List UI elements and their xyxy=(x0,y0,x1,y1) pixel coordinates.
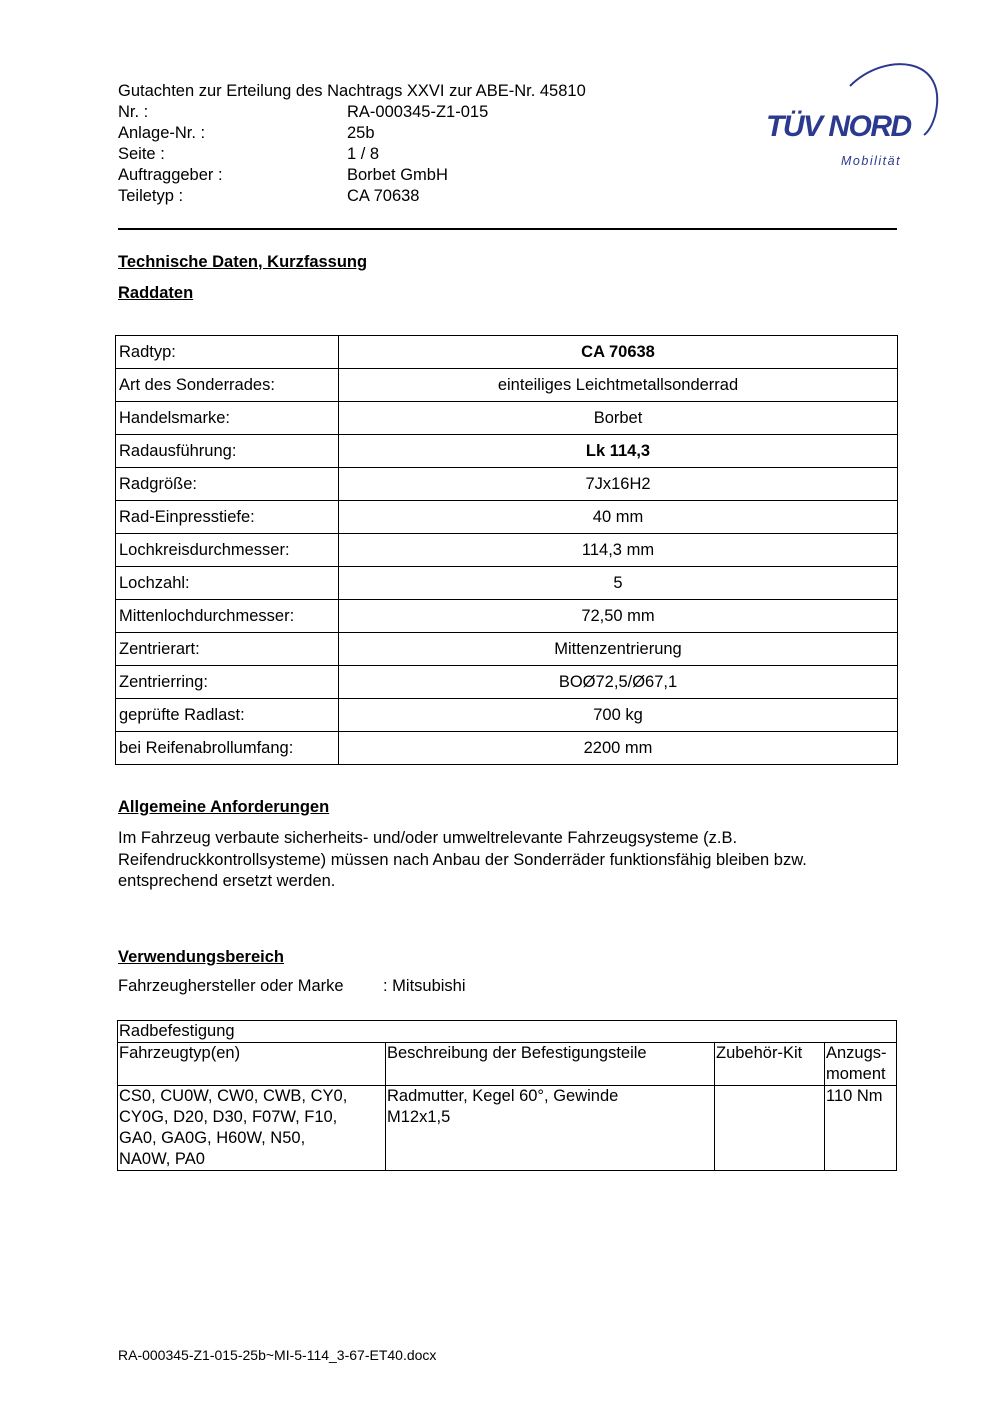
header-torque-line: Anzugs- xyxy=(826,1044,887,1062)
accessory-kit-cell xyxy=(715,1086,825,1171)
manufacturer-line xyxy=(118,977,466,996)
header-value: 25b xyxy=(347,124,375,142)
vehicle-types-line: CY0G, D20, D30, F07W, F10, xyxy=(119,1108,338,1126)
wheel-data-value: CA 70638 xyxy=(339,336,898,369)
wheel-data-body xyxy=(116,336,898,765)
mounting-title-row xyxy=(118,1021,897,1043)
wheel-data-label: Zentrierart: xyxy=(116,633,339,666)
header-value: CA 70638 xyxy=(347,187,420,205)
footer-filename: RA-000345-Z1-015-25b~MI-5-114_3-67-ET40.docx xyxy=(118,1347,437,1363)
wheel-data-value: 700 kg xyxy=(339,699,898,732)
header-label: Anlage-Nr. : xyxy=(118,124,206,142)
wheel-data-value: BOØ72,5/Ø67,1 xyxy=(339,666,898,699)
wheel-data-label: bei Reifenabrollumfang: xyxy=(116,732,339,765)
wheel-data-label: Art des Sonderrades: xyxy=(116,369,339,402)
logo-brand-text: TÜV NORD xyxy=(766,110,911,143)
wheel-data-label: geprüfte Radlast: xyxy=(116,699,339,732)
wheel-data-row xyxy=(116,699,898,732)
wheel-data-label: Lochkreisdurchmesser: xyxy=(116,534,339,567)
manufacturer-value: : Mitsubishi xyxy=(383,977,466,995)
wheel-data-value: 7Jx16H2 xyxy=(339,468,898,501)
mounting-table-title: Radbefestigung xyxy=(118,1021,897,1043)
header-divider xyxy=(118,228,897,230)
vehicle-types-line: GA0, GA0G, H60W, N50, xyxy=(119,1129,306,1147)
vehicle-types-line: NA0W, PA0 xyxy=(119,1150,205,1168)
manufacturer-label: Fahrzeughersteller oder Marke xyxy=(118,977,344,995)
mounting-data-row xyxy=(118,1086,897,1171)
wheel-data-label: Rad-Einpresstiefe: xyxy=(116,501,339,534)
tuv-nord-logo xyxy=(760,56,940,176)
report-title: Gutachten zur Erteilung des Nachtrags XXVI zur ABE-Nr. 45810 xyxy=(118,82,586,100)
wheel-data-value: Mittenzentrierung xyxy=(339,633,898,666)
wheel-data-row xyxy=(116,600,898,633)
wheel-data-row xyxy=(116,468,898,501)
heading-verwendungsbereich: Verwendungsbereich xyxy=(118,948,284,966)
wheel-data-row xyxy=(116,369,898,402)
wheel-data-table xyxy=(115,335,898,765)
wheel-data-value: einteiliges Leichtmetallsonderrad xyxy=(339,369,898,402)
header-label: Teiletyp : xyxy=(118,187,184,205)
vehicle-types-cell xyxy=(118,1086,386,1171)
logo-subtitle: Mobilität xyxy=(841,154,902,168)
wheel-data-label: Radausführung: xyxy=(116,435,339,468)
description-line: Radmutter, Kegel 60°, Gewinde xyxy=(387,1087,619,1105)
wheel-data-label: Mittenlochdurchmesser: xyxy=(116,600,339,633)
mounting-table xyxy=(117,1020,897,1171)
wheel-data-label: Lochzahl: xyxy=(116,567,339,600)
paragraph-line: Reifendruckkontrollsysteme) müssen nach Anbau der Sonderräder funktionsfähig bleiben bzw. xyxy=(118,850,807,869)
header-torque xyxy=(825,1043,897,1086)
wheel-data-label: Handelsmarke: xyxy=(116,402,339,435)
header-label: Nr. : xyxy=(118,103,149,121)
header-description: Beschreibung der Befestigungsteile xyxy=(386,1043,715,1086)
requirements-paragraph xyxy=(118,828,908,893)
wheel-data-row xyxy=(116,501,898,534)
wheel-data-value: 72,50 mm xyxy=(339,600,898,633)
header-value: 1 / 8 xyxy=(347,145,380,163)
header-accessory-kit: Zubehör-Kit xyxy=(715,1043,825,1086)
heading-raddaten: Raddaten xyxy=(118,284,194,302)
wheel-data-label: Zentrierring: xyxy=(116,666,339,699)
paragraph-line: Im Fahrzeug verbaute sicherheits- und/oder umweltrelevante Fahrzeugsysteme (z.B. xyxy=(118,829,738,847)
mounting-header-row xyxy=(118,1043,897,1086)
header-label: Seite : xyxy=(118,145,165,163)
torque-cell: 110 Nm xyxy=(825,1086,897,1171)
header-value: RA-000345-Z1-015 xyxy=(347,103,489,121)
wheel-data-value: Borbet xyxy=(339,402,898,435)
description-cell xyxy=(386,1086,715,1171)
header-torque-line: moment xyxy=(826,1065,886,1083)
wheel-data-row xyxy=(116,732,898,765)
wheel-data-row xyxy=(116,402,898,435)
heading-allgemeine-anforderungen: Allgemeine Anforderungen xyxy=(118,798,330,816)
description-line: M12x1,5 xyxy=(387,1108,451,1126)
wheel-data-label: Radgröße: xyxy=(116,468,339,501)
wheel-data-value: 2200 mm xyxy=(339,732,898,765)
header-vehicle-types: Fahrzeugtyp(en) xyxy=(118,1043,386,1086)
wheel-data-row xyxy=(116,567,898,600)
wheel-data-value: 5 xyxy=(339,567,898,600)
wheel-data-row xyxy=(116,633,898,666)
header-label: Auftraggeber : xyxy=(118,166,223,184)
wheel-data-row xyxy=(116,336,898,369)
paragraph-line: entsprechend ersetzt werden. xyxy=(118,872,336,890)
heading-technische-daten: Technische Daten, Kurzfassung xyxy=(118,253,368,271)
vehicle-types-line: CS0, CU0W, CW0, CWB, CY0, xyxy=(119,1087,348,1105)
wheel-data-label: Radtyp: xyxy=(116,336,339,369)
wheel-data-value: 114,3 mm xyxy=(339,534,898,567)
wheel-data-row xyxy=(116,534,898,567)
wheel-data-row xyxy=(116,666,898,699)
wheel-data-row xyxy=(116,435,898,468)
header-value: Borbet GmbH xyxy=(347,166,448,184)
wheel-data-value: Lk 114,3 xyxy=(339,435,898,468)
wheel-data-value: 40 mm xyxy=(339,501,898,534)
